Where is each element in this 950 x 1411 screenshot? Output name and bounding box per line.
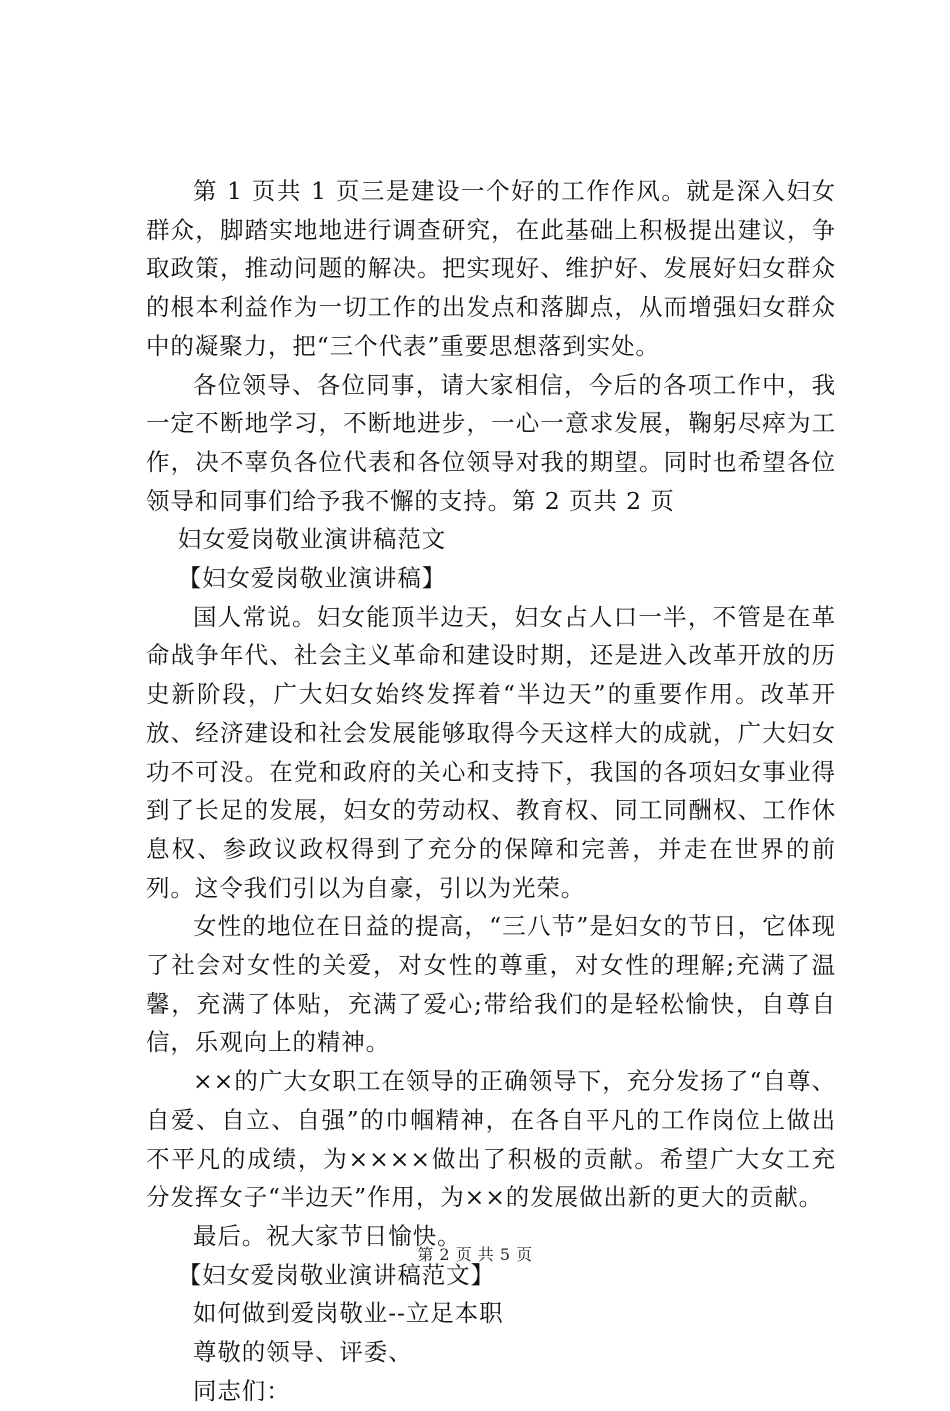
- section-subtitle-2: 【妇女爱岗敬业演讲稿范文】: [177, 1260, 495, 1289]
- paragraph-female-workers: ××的广大女职工在领导的正确领导下，充分发扬了“自尊、自爱、自立、自强”的巾帼精神，在各自平凡的工作岗位上做出不平凡的成绩，为××××做出了积极的贡献。希望广大女工充分发挥女子“半边天”作用，为××的发展做出新的更大的贡献。: [146, 1067, 836, 1212]
- speech-salutation-comrades: 同志们：: [193, 1376, 291, 1405]
- section-title: 妇女爱岗敬业演讲稿范文: [177, 525, 447, 554]
- paragraph-half-sky: 国人常说。妇女能顶半边天，妇女占人口一半，不管是在革命战争年代、社会主义革命和建设时期，还是进入改革开放的历史新阶段，广大妇女始终发挥着“半边天”的重要作用。改革开放、经济建设和社会发展能够取得今天这样大的成就，广大妇女功不可没。在党和政府的关心和支持下，我国的各项妇女事业得到了长足的发展，妇女的劳动权、教育权、同工同酬权、工作休息权、参政议政权得到了充分的保障和完善，并走在世界的前列。这令我们引以为自豪，引以为光荣。: [146, 602, 836, 902]
- speech-salutation: 尊敬的领导、评委、: [193, 1338, 413, 1367]
- speech-title: 如何做到爱岗敬业--立足本职: [193, 1299, 504, 1328]
- paragraph-work-style: 第 1 页共 1 页三是建设一个好的工作作风。就是深入妇女群众，脚踏实地地进行调查研究，在此基础上积极提出建议，争取政策，推动问题的解决。把实现好、维护好、发展好妇女群众的根本利益作为一切工作的出发点和落脚点，从而增强妇女群众中的凝聚力，把“三个代表”重要思想落到实处。: [146, 177, 836, 360]
- paragraph-womens-day: 女性的地位在日益的提高，“三八节”是妇女的节日，它体现了社会对女性的关爱，对女性的尊重，对女性的理解;充满了温馨，充满了体贴，充满了爱心;带给我们的是轻松愉快，自尊自信，乐观向上的精神。: [146, 912, 836, 1057]
- document-body: [146, 172, 836, 1411]
- paragraph-wishes: 最后。祝大家节日愉快。: [193, 1221, 462, 1250]
- page-footer: 第 2 页 共 5 页: [417, 1245, 533, 1264]
- section-subtitle: 【妇女爱岗敬业演讲稿】: [177, 564, 447, 593]
- paragraph-closing-remarks: 各位领导、各位同事，请大家相信，今后的各项工作中，我一定不断地学习，不断地进步，一心一意求发展，鞠躬尽瘁为工作，决不辜负各位代表和各位领导对我的期望。同时也希望各位领导和同事们给予我不懈的支持。第 2 页共 2 页: [146, 370, 836, 515]
